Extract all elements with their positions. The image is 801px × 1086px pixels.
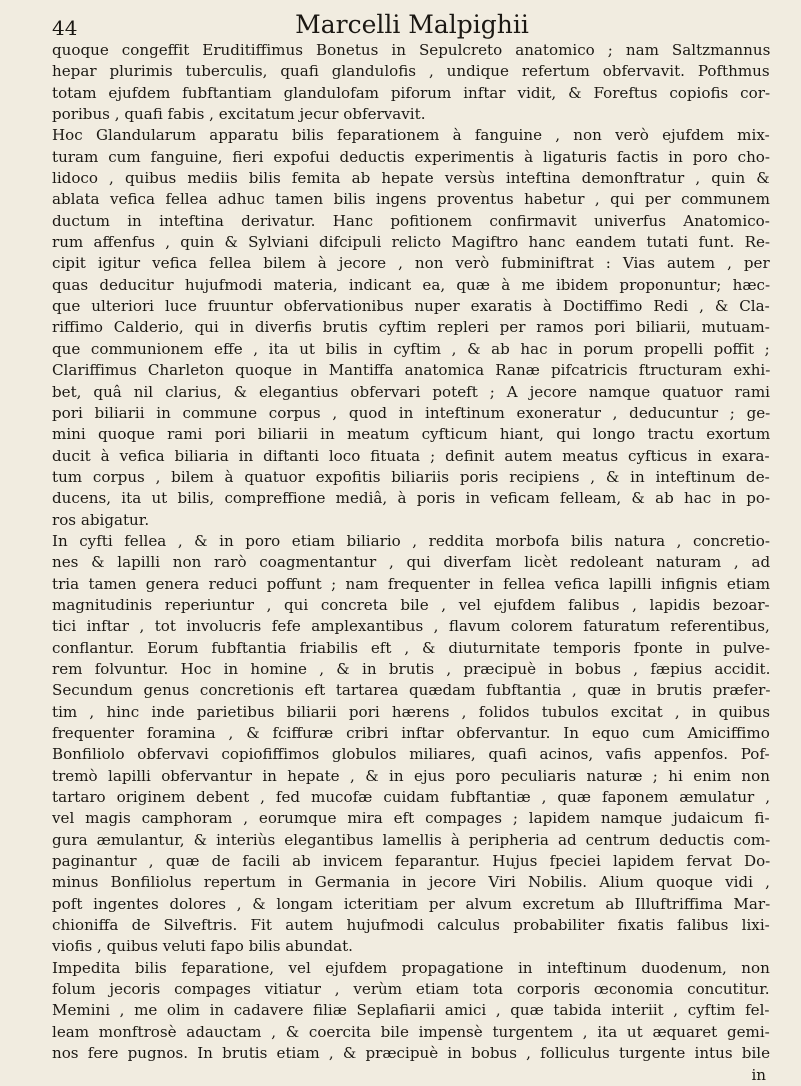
text-line: quas deducitur hujufmodi materia, indicant ea, quæ à me ibidem proponuntur; hæc- <box>52 275 770 294</box>
text-line: bet, quâ nil clarius, & elegantius obfervari poteft ; A jecore namque quatuor rami <box>52 382 770 401</box>
text-line: magnitudinis reperiuntur , qui concreta bile , vel ejufdem falibus , lapidis bezoar- <box>52 595 770 614</box>
text-line: quoque congeffit Eruditiffimus Bonetus in Sepulcreto anatomico ; nam Saltzmannus <box>52 41 770 59</box>
text-line: mini quoque rami pori biliarii in meatum cyfticum hiant, qui longo tractu exortum <box>52 425 770 444</box>
text-line: Bonfiliolo obfervavi copiofiffimos globulos miliares, quafi acinos, vafis appenfos. Pof- <box>52 745 770 764</box>
text-line: ductum in inteftina derivatur. Hanc pofitionem confirmavit univerfus Anatomico- <box>52 211 770 230</box>
text-line: ablata vefica fellea adhuc tamen bilis ingens proventus habetur , qui per communem <box>52 190 770 209</box>
text-line: cipit igitur vefica fellea bilem à jecore , non verò fubminiftrat : Vias autem , per <box>52 254 770 273</box>
page-header <box>52 6 772 40</box>
text-line: turam cum fanguine, fieri expofui deductis experimentis à ligaturis factis in poro cho- <box>52 147 770 166</box>
text-line: Memini , me olim in cadavere filiæ Seplafiarii amici , quæ tabida interiit , cyftim fel- <box>52 1001 770 1020</box>
text-line: paginantur , quæ de facili ab invicem feparantur. Hujus fpeciei lapidem fervat Do- <box>52 852 770 871</box>
page-number: 44 <box>52 16 78 40</box>
text-line: frequenter foramina , & fciffuræ cribri inftar obfervantur. In equo cum Amiciffimo <box>52 724 770 742</box>
text-line: tim , hinc inde parietibus biliarii pori hærens , folidos tubulos excitat , in quibus <box>52 702 770 721</box>
text-line: ducit à vefica biliaria in diftanti loco fituata ; definit autem meatus cyfticus in exara- <box>52 446 770 465</box>
body-text <box>52 40 770 1086</box>
text-line: folum jecoris compages vitiatur , verùm etiam tota corporis œconomia concutitur. <box>52 980 770 999</box>
text-line: viofis , quibus veluti fapo bilis abundat. <box>52 937 353 956</box>
text-line: pori biliarii in commune corpus , quod in inteftinum exoneratur , deducuntur ; ge- <box>52 403 770 422</box>
catchword: in <box>751 1065 766 1084</box>
text-line: tremò lapilli obfervantur in hepate , & in ejus poro peculiaris naturæ ; hi enim non <box>52 766 770 785</box>
text-line: ducens, ita ut bilis, compreffione mediâ, à poris in veficam felleam, & ab hac in po- <box>52 489 770 508</box>
text-line: vel magis camphoram , eorumque mira eft compages ; lapidem namque judaicum fi- <box>52 809 770 828</box>
text-line: tartaro originem debent , fed mucofæ cuidam fubftantiæ , quæ faponem æmulatur , <box>52 788 770 807</box>
text-line: tici inftar , tot involucris fefe amplexantibus , flavum colorem faturatum referentibus, <box>52 617 770 636</box>
text-line: rem folvuntur. Hoc in homine , & in brutis , præcipuè in bobus , fæpius accidit. <box>52 659 770 678</box>
text-line: riffimo Calderio, qui in diverfis brutis cyftim repleri per ramos pori biliarii, mutuam- <box>52 318 770 337</box>
text-line: poft ingentes dolores , & longam icteritiam per alvum excretum ab Illuftriffima Mar- <box>52 894 770 913</box>
text-line: nos fere pugnos. In brutis etiam , & præcipuè in bobus , folliculus turgente intus bile <box>52 1044 770 1063</box>
text-line: In cyfti fellea , & in poro etiam biliario , reddita morbofa bilis natura , concretio- <box>52 531 770 550</box>
text-line: conflantur. Eorum fubftantia friabilis eft , & diuturnitate temporis fponte in pulve- <box>52 638 770 657</box>
text-line: hepar plurimis tuberculis, quafi glandulofis , undique refertum obfervavit. Pofthmus <box>52 62 770 81</box>
text-line: que ulteriori luce fruuntur obfervationibus nuper exaratis à Doctiffimo Redi , & Cla- <box>52 297 770 316</box>
text-line: gura æmulantur, & interiùs elegantibus lamellis à peripheria ad centrum deductis com- <box>52 830 770 849</box>
text-line: que communionem effe , ita ut bilis in cyftim , & ab hac in porum propelli poffit ; <box>52 339 770 358</box>
text-line: leam monftrosè adauctam , & coercita bile impensè turgentem , ita ut æquaret gemi- <box>52 1022 770 1041</box>
text-line: Impedita bilis feparatione, vel ejufdem propagatione in inteftinum duodenum, non <box>52 958 770 977</box>
text-line: lidoco , quibus mediis bilis femita ab hepate versùs inteftina demonftratur , quin & <box>52 169 770 188</box>
text-line: tria tamen genera reduci poffunt ; nam frequenter in fellea vefica lapilli infignis etiam <box>52 574 770 593</box>
text-line: nes & lapilli non rarò coagmentantur , qui diverfam licèt redoleant naturam , ad <box>52 553 770 572</box>
text-line: tum corpus , bilem à quatuor expofitis biliariis poris recipiens , & in inteftinum de- <box>52 467 770 486</box>
text-line: Hoc Glandularum apparatu bilis feparationem à fanguine , non verò ejufdem mix- <box>52 126 770 145</box>
text-line: Secundum genus concretionis eft tartarea quædam fubftantia , quæ in brutis præfer- <box>52 681 770 700</box>
text-line: totam ejufdem fubftantiam glandulofam piforum inftar vidit, & Foreftus copiofis cor- <box>52 83 770 102</box>
text-line: chioniffa de Silveftris. Fit autem hujufmodi calculus probabiliter fixatis falibus lixi- <box>52 916 770 935</box>
text-line: Clariffimus Charleton quoque in Mantiffa anatomica Ranæ pifcatricis ftructuram exhi- <box>52 361 770 380</box>
running-title: Marcelli Malpighii <box>295 10 529 39</box>
text-line: ros abigatur. <box>52 510 150 529</box>
text-line: minus Bonfiliolus repertum in Germania in jecore Viri Nobilis. Alium quoque vidi , <box>52 873 770 892</box>
text-line: poribus , quafi fabis , excitatum jecur obfervavit. <box>52 105 426 124</box>
text-line: rum affenfus , quin & Sylviani difcipuli relicto Magiftro hanc eandem tutati funt. Re- <box>52 233 770 252</box>
